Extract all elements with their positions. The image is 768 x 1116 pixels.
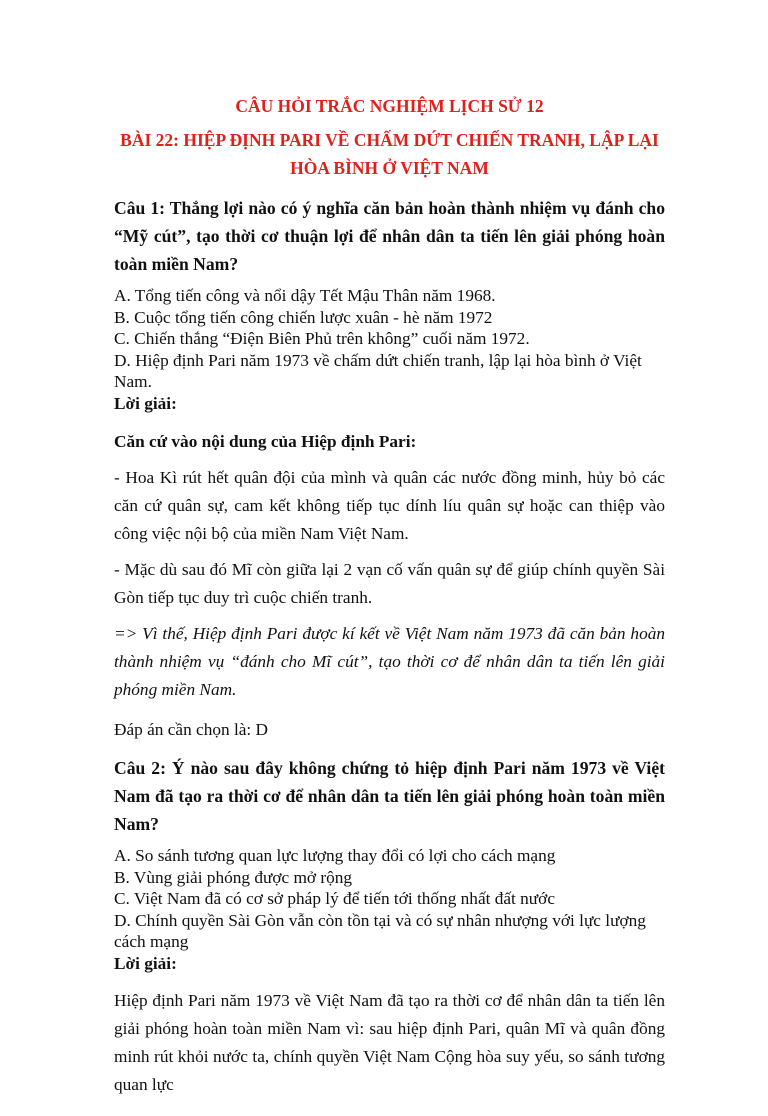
q1-point-1: - Hoa Kì rút hết quân đội của mình và quân các nước đồng minh, hủy bỏ các căn cứ quân sự, cam kết không tiếp tục dính líu quân sự hoặc can thiệp vào công việc nội bộ của miền Nam Việt Nam.: [114, 468, 665, 543]
document-title: CÂU HỎI TRẮC NGHIỆM LỊCH SỬ 12: [235, 96, 544, 116]
q1-solution-label: Lời giải:: [114, 393, 177, 413]
q2-option-d: D. Chính quyền Sài Gòn vẫn còn tồn tại và có sự nhân nhượng với lực lượng cách mạng: [114, 910, 646, 951]
lesson-title: BÀI 22: HIỆP ĐỊNH PARI VỀ CHẤM DỨT CHIẾN TRANH, LẬP LẠI HÒA BÌNH Ở VIỆT NAM: [120, 130, 659, 178]
q2-option-a: A. So sánh tương quan lực lượng thay đổi có lợi cho cách mạng: [114, 846, 556, 865]
q1-option-b: B. Cuộc tổng tiến công chiến lược xuân - hè năm 1972: [114, 307, 493, 327]
question-2-options: [114, 845, 665, 974]
q2-option-c: C. Việt Nam đã có cơ sở pháp lý để tiến tới thống nhất đất nước: [114, 889, 555, 908]
q1-solution-heading: Căn cứ vào nội dung của Hiệp định Pari:: [114, 432, 417, 451]
q2-explanation: Hiệp định Pari năm 1973 về Việt Nam đã tạo ra thời cơ để nhân dân ta tiến lên giải phóng hoàn toàn miền Nam vì: sau hiệp định Pari, quân Mĩ và quân đồng minh rút khỏi nước ta, chính quyền Việt Nam Cộng hòa suy yếu, so sánh tương quan lực: [114, 991, 665, 1094]
q1-point-2: - Mặc dù sau đó Mĩ còn giữa lại 2 vạn cố vấn quân sự để giúp chính quyền Sài Gòn tiếp tục duy trì cuộc chiến tranh.: [114, 560, 665, 607]
question-1-options: [114, 285, 665, 414]
question-1: Câu 1: Thắng lợi nào có ý nghĩa căn bản hoàn thành nhiệm vụ đánh cho “Mỹ cút”, tạo thời cơ thuận lợi để nhân dân ta tiến lên giải phóng hoàn toàn miền Nam?: [114, 198, 665, 274]
q1-option-d: D. Hiệp định Pari năm 1973 về chấm dứt chiến tranh, lập lại hòa bình ở Việt Nam.: [114, 350, 642, 391]
q2-option-b: B. Vùng giải phóng được mở rộng: [114, 867, 353, 887]
document-page: [0, 92, 768, 1116]
q1-option-c: C. Chiến thắng “Điện Biên Phủ trên không” cuối năm 1972.: [114, 329, 530, 348]
q2-solution-label: Lời giải:: [114, 953, 177, 973]
q1-answer: Đáp án cần chọn là: D: [114, 720, 269, 739]
question-2: Câu 2: Ý nào sau đây không chứng tỏ hiệp định Pari năm 1973 về Việt Nam đã tạo ra thời cơ để nhân dân ta tiến lên giải phóng hoàn toàn miền Nam?: [114, 758, 665, 834]
q1-option-a: A. Tổng tiến công và nổi dậy Tết Mậu Thân năm 1968.: [114, 286, 496, 305]
q1-conclusion: => Vì thế, Hiệp định Pari được kí kết về Việt Nam năm 1973 đã căn bản hoàn thành nhiệm vụ “đánh cho Mĩ cút”, tạo thời cơ để nhân dân ta tiến lên giải phóng miền Nam.: [114, 624, 665, 699]
